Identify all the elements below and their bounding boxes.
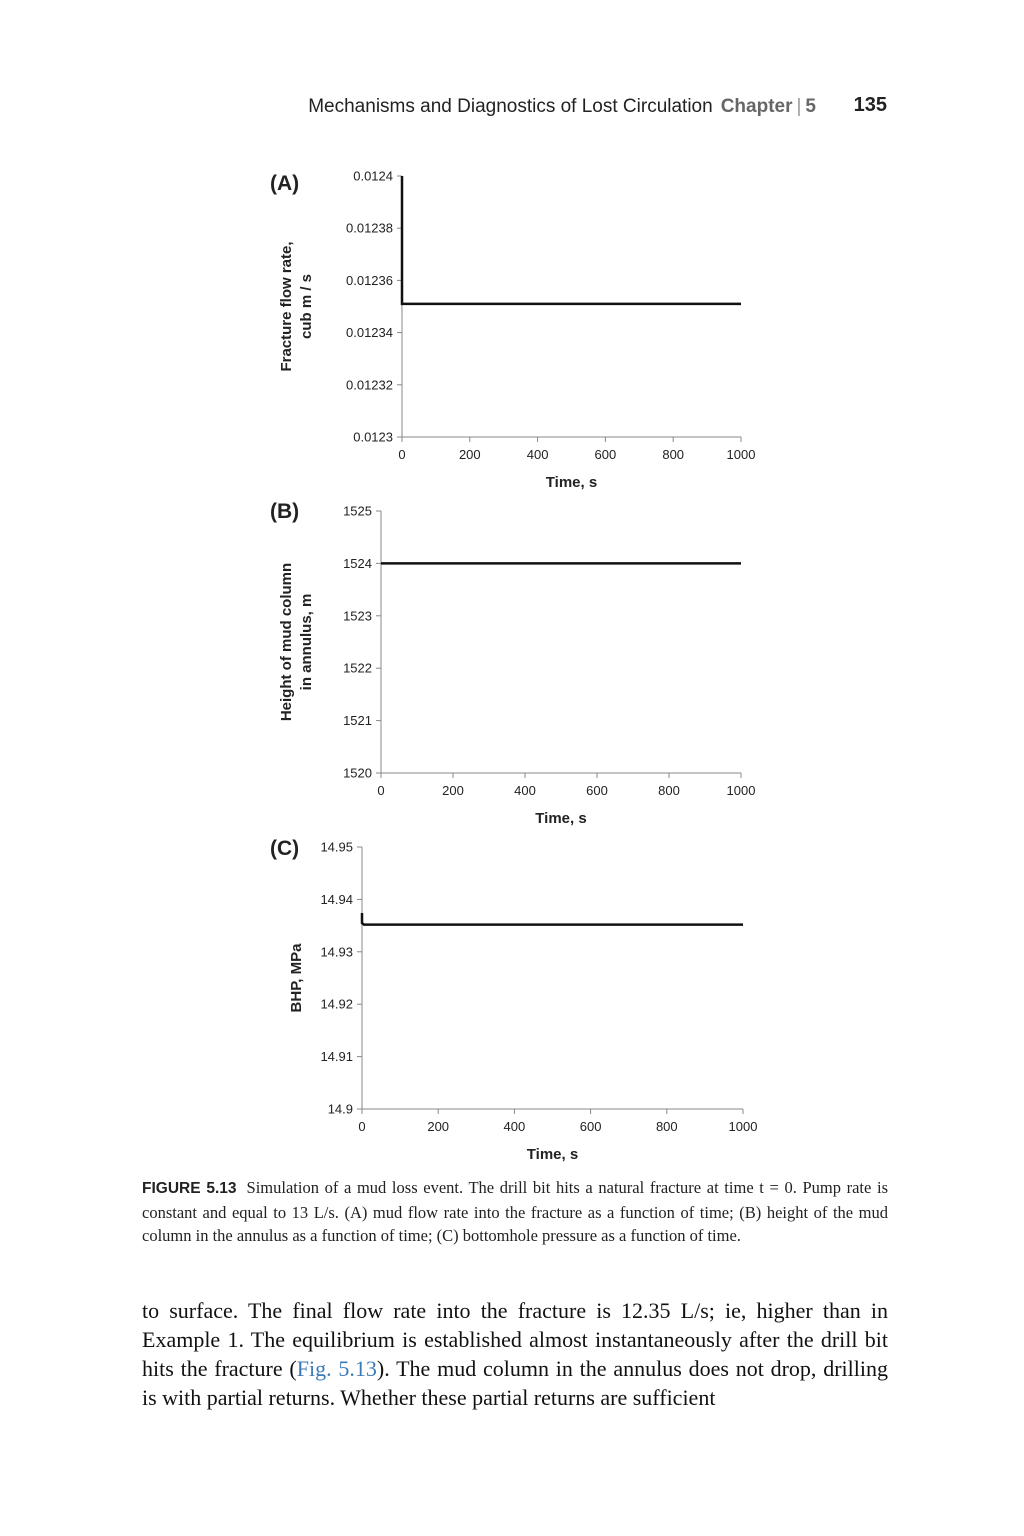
page-header (0, 92, 1024, 124)
panel-a-x-tick-label: 400 (526, 447, 549, 462)
panel-a-y-tick-label: 0.01232 (346, 377, 393, 393)
panel-b-y-tick-label: 1522 (343, 660, 372, 676)
panel-b-x-tick-label: 200 (442, 783, 464, 798)
panel-a-x-tick-label: 800 (662, 447, 685, 462)
panel-c-series-line (362, 913, 743, 925)
panel-a-label: (A) (270, 172, 300, 195)
panel-c-y-tick-label: 14.94 (320, 891, 353, 907)
body-text-after: ). The mud column in the annulus does not drop, drilling is with partial returns. Whether these partial returns are sufficient (142, 1356, 888, 1410)
panel-a-y-tick-label: 0.01234 (346, 325, 393, 341)
panel-c-x-tick-label: 200 (427, 1119, 450, 1134)
panel-c-y-tick-label: 14.95 (320, 839, 353, 855)
running-title: Mechanisms and Diagnostics of Lost Circulation (308, 96, 713, 117)
panel-b-y-axis-title: in annulus, m (298, 593, 315, 691)
panel-c-y-tick-label: 14.91 (320, 1049, 353, 1065)
chapter-label: Chapter (720, 96, 793, 117)
panel-a-y-tick-label: 0.0124 (353, 168, 393, 184)
panel-c-x-tick-label: 800 (655, 1119, 678, 1134)
panel-c-x-tick-label: 600 (579, 1119, 602, 1134)
panel-c-y-tick-label: 14.92 (320, 996, 353, 1012)
panel-c-x-tick-label: 1000 (728, 1119, 758, 1134)
body-text-before: to surface. The final flow rate into the fracture is 12.35 L/s; ie, higher than in Example 1. The equilibrium is established almost instantaneously after the drill bit hits the fracture ( (142, 1298, 888, 1381)
panel-a-x-tick-label: 0 (398, 447, 406, 462)
panel-a-x-tick-label: 200 (458, 447, 481, 462)
panel-c-x-axis-title: Time, s (526, 1146, 579, 1163)
panel-a-x-tick-label: 600 (594, 447, 617, 462)
panel-c-x-tick-label: 0 (358, 1119, 366, 1134)
panel-b-label: (B) (270, 500, 300, 523)
panel-b-y-tick-label: 1520 (343, 765, 372, 781)
panel-a-series-line (402, 176, 741, 304)
figure-label: FIGURE 5.13 (142, 1180, 237, 1197)
figure-charts (0, 150, 1024, 1170)
figure-caption (142, 1176, 888, 1248)
panel-b-x-tick-label: 0 (377, 783, 385, 798)
page-number: 135 (853, 94, 887, 116)
panel-b-y-tick-label: 1523 (343, 608, 372, 624)
panel-a-x-tick-label: 1000 (726, 447, 756, 462)
caption-text: Simulation of a mud loss event. The drill bit hits a natural fracture at time t = 0. Pump rate is constant and equal to 13 L/s. (A) mud flow rate into the fracture as a function of time; (B) height of the mud column in the annulus as a function of time; (C) bottomhole pressure as a function of time. (142, 1178, 888, 1245)
panel-a-x-axis-title: Time, s (545, 474, 598, 491)
panel-b-x-tick-label: 400 (514, 783, 536, 798)
figure-reference-link[interactable]: Fig. 5.13 (296, 1356, 377, 1381)
panel-b-y-tick-label: 1521 (343, 713, 372, 729)
chapter-number: 5 (805, 96, 816, 117)
panel-c-x-tick-label: 400 (503, 1119, 526, 1134)
panel-b-y-tick-label: 1525 (343, 503, 372, 519)
panel-b-y-tick-label: 1524 (343, 555, 372, 571)
panel-c-y-tick-label: 14.93 (320, 944, 353, 960)
panel-b-x-tick-label: 600 (586, 783, 608, 798)
panel-a-y-axis-title: Fracture flow rate, (278, 241, 295, 372)
panel-b-x-axis-title: Time, s (535, 810, 587, 827)
panel-a-y-tick-label: 0.0123 (353, 429, 393, 445)
panel-b-y-axis-title: Height of mud column (278, 562, 295, 722)
running-head (308, 96, 816, 118)
panel-c-label: (C) (270, 837, 300, 860)
chapter-separator: | (796, 96, 802, 117)
panel-a-y-tick-label: 0.01236 (346, 272, 393, 288)
panel-a-y-tick-label: 0.01238 (346, 220, 393, 236)
panel-c-y-tick-label: 14.9 (327, 1101, 353, 1117)
panel-b-x-tick-label: 800 (658, 783, 680, 798)
panel-c-y-axis-title: BHP, MPa (288, 943, 305, 1013)
body-paragraph (142, 1296, 888, 1412)
panel-b-x-tick-label: 1000 (726, 783, 756, 798)
panel-a-y-axis-title: cub m / s (298, 273, 315, 340)
